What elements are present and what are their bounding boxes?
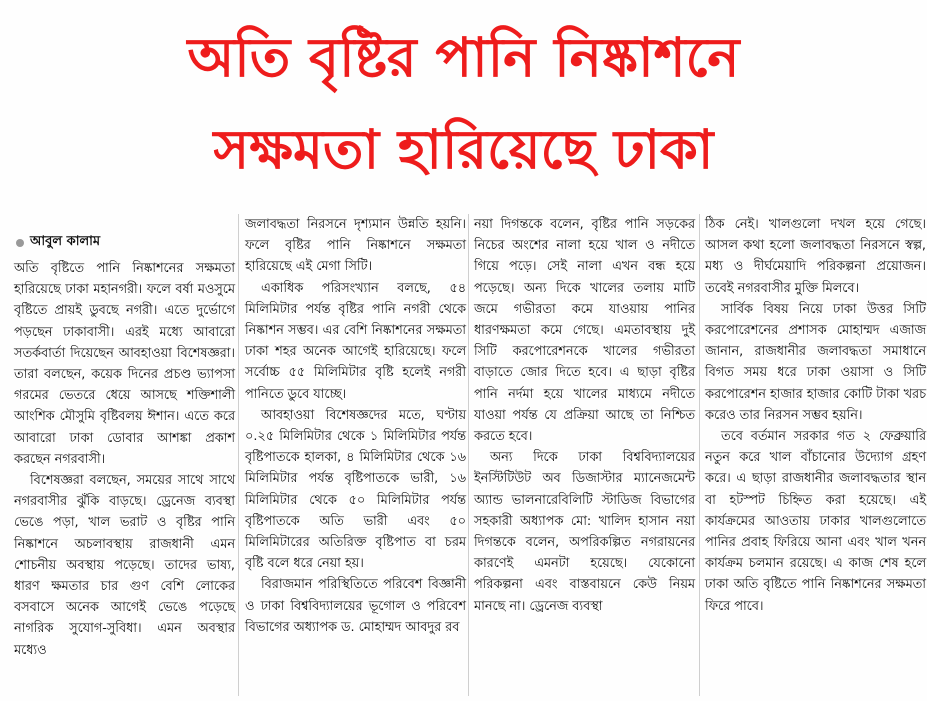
headline-line-1: অতি বৃষ্টির পানি নিষ্কাশনে bbox=[187, 26, 740, 89]
paragraph: আবহাওয়া বিশেষজ্ঞদের মতে, ঘণ্টায় ০.২৫ মিলিমিটার থেকে ১ মিলিমিটার পর্যন্ত বৃষ্টিপাতকে হালকা, ৪ মিলিমিটার থেকে ১৬ মিলিমিটার পর্যন্ত বৃষ্টিপাতকে ভারী, ১৬ মিলিমিটার থেকে ৫০ মিলিমিটার পর্যন্ত বৃষ্টিপাতকে অতি ভারী এবং ৫০ মিলিমিটারের অতিরিক্ত বৃষ্টিপাত বা চরম বৃষ্টি বলে ধরে নেয়া হয়। bbox=[245, 407, 466, 572]
article-column-4 bbox=[705, 214, 926, 617]
column-divider bbox=[238, 214, 239, 696]
article-column-1 bbox=[14, 258, 235, 661]
paragraph: নয়া দিগন্তকে বলেন, বৃষ্টির পানি সড়কের নিচের অংশের নালা হয়ে খাল ও নদীতে গিয়ে পড়ে। সেই নালা এখন বন্ধ হয়ে পড়েছে। অন্য দিকে খালের তলায় মাটি জমে গভীরতা কমে যাওয়ায় পানির ধারণক্ষমতা কমে গেছে। এমতাবস্থায় দুই সিটি করপোরেশনকে খালের গভীরতা বাড়াতে জোর দিতে হবে। এ ছাড়া বৃষ্টির পানি নর্দমা হয়ে খালের মাধ্যমে নদীতে যাওয়া পর্যন্ত যে প্রক্রিয়া আছে তা নিশ্চিত করতে হবে। bbox=[474, 217, 695, 445]
paragraph: একাধিক পরিসংখ্যান বলছে, ৫৪ মিলিমিটার পর্যন্ত বৃষ্টির পানি নগরী থেকে নিষ্কাশন সম্ভব। এর বেশি নিষ্কাশনের সক্ষমতা ঢাকা শহর অনেক আগেই হারিয়েছে। ফলে সর্বোচ্চ ৫৫ মিলিমিটার বৃষ্টি হলেই নগরী পানিতে ডুবে যাচ্ছে। bbox=[245, 280, 466, 402]
paragraph: অন্য দিকে ঢাকা বিশ্ববিদ্যালয়ের ইনস্টিটিউট অব ডিজাস্টার ম্যানেজমেন্ট অ্যান্ড ভালনারেবিলিটি স্টাডিজ বিভাগের সহকারী অধ্যাপক মো: খালিদ হাসান নয়া দিগন্তকে বলেন, অপরিকল্পিত নগরায়নের কারণেই এমনটা হয়েছে। যেকোনো পরিকল্পনা এবং বাস্তবায়নে কেউ নিয়ম মানছে না। ড্রেনেজ ব্যবস্থা bbox=[474, 450, 695, 614]
article-column-2 bbox=[245, 214, 466, 638]
article-column-3 bbox=[474, 214, 695, 617]
headline-line-2: সক্ষমতা হারিয়েছে ঢাকা bbox=[213, 118, 714, 181]
paragraph: বিশেষজ্ঞরা বলছেন, সময়ের সাথে সাথে নগরবাসীর ঝুঁকি বাড়ছে। ড্রেনেজ ব্যবস্থা ভেঙে পড়া, খাল ভরাট ও বৃষ্টির পানি নিষ্কাশনে অচলাবস্থায় রাজধানী এমন শোচনীয় অবস্থায় পড়েছে। তাদের ভাষ্য, ধারণ ক্ষমতার চার গুণ বেশি লোকের বসবাসে অনেক আগেই ভেঙে পড়েছে নাগরিক সুযোগ-সুবিধা। এমন অবস্থার মধ্যেও bbox=[14, 473, 235, 658]
column-divider bbox=[468, 214, 469, 696]
paragraph: সার্বিক বিষয় নিয়ে ঢাকা উত্তর সিটি করপোরেশনের প্রশাসক মোহাম্মদ এজাজ জানান, রাজধানীর জলাবদ্ধতা সমাধানে বিগত সময় ধরে ঢাকা ওয়াসা ও সিটি করপোরেশন হাজার হাজার কোটি টাকা খরচ করেও তার নিরসন সম্ভব হয়নি। bbox=[705, 301, 926, 423]
paragraph: তবে বর্তমান সরকার গত ২ ফেব্রুয়ারি নতুন করে খাল বাঁচানোর উদ্যোগ গ্রহণ করে। এ ছাড়া রাজধানীর জলাবদ্ধতার স্থান বা হটস্পট চিহ্নিত করা হয়েছে। এই কার্যক্রমের আওতায় ঢাকার খালগুলোতে পানির প্রবাহ ফিরিয়ে আনা এবং খাল খনন কার্যক্রম চলমান রয়েছে। এ কাজ শেষ হলে ঢাকা অতি বৃষ্টিতে পানি নিষ্কাশনের সক্ষমতা ফিরে পাবে। bbox=[705, 429, 926, 614]
paragraph: বিরাজমান পরিস্থিতিতে পরিবেশ বিজ্ঞানী ও ঢাকা বিশ্ববিদ্যালয়ের ভূগোল ও পরিবেশ বিভাগের অধ্যাপক ড. মোহাম্মদ আবদুর রব bbox=[245, 577, 466, 635]
byline bbox=[16, 232, 100, 253]
paragraph: অতি বৃষ্টিতে পানি নিষ্কাশনের সক্ষমতা হারিয়েছে ঢাকা মহানগরী। ফলে বর্ষা মওসুমে বৃষ্টিতে প্রায়ই ডুবছে নগরী। এতে দুর্ভোগে পড়ছেন ঢাকাবাসী। এরই মধ্যে আবারো সতর্কবার্তা দিয়েছেন আবহাওয়া বিশেষজ্ঞরা। তারা বলছেন, কয়েক দিনের প্রচণ্ড ভ্যাপসা গরমের ভেতরে ধেয়ে আসছে শক্তিশালী আংশিক মৌসুমি বৃষ্টিবলয় ঈশান। এতে করে আবারো ঢাকা ডোবার আশঙ্কা প্রকাশ করছেন নগরবাসী। bbox=[14, 261, 235, 467]
author-name: আবুল কালাম bbox=[30, 234, 101, 249]
bullet-icon bbox=[16, 239, 24, 247]
paragraph: জলাবদ্ধতা নিরসনে দৃশ্যমান উন্নতি হয়নি। ফলে বৃষ্টির পানি নিষ্কাশনে সক্ষমতা হারিয়েছে এই মেগা সিটি। bbox=[245, 217, 466, 275]
column-divider bbox=[699, 214, 700, 696]
paragraph: ঠিক নেই। খালগুলো দখল হয়ে গেছে। আসল কথা হলো জলাবদ্ধতা নিরসনে স্বল্প, মধ্য ও দীর্ঘমেয়াদি পরিকল্পনা প্রয়োজন। তবেই নগরবাসীর মুক্তি মিলবে। bbox=[705, 217, 926, 296]
